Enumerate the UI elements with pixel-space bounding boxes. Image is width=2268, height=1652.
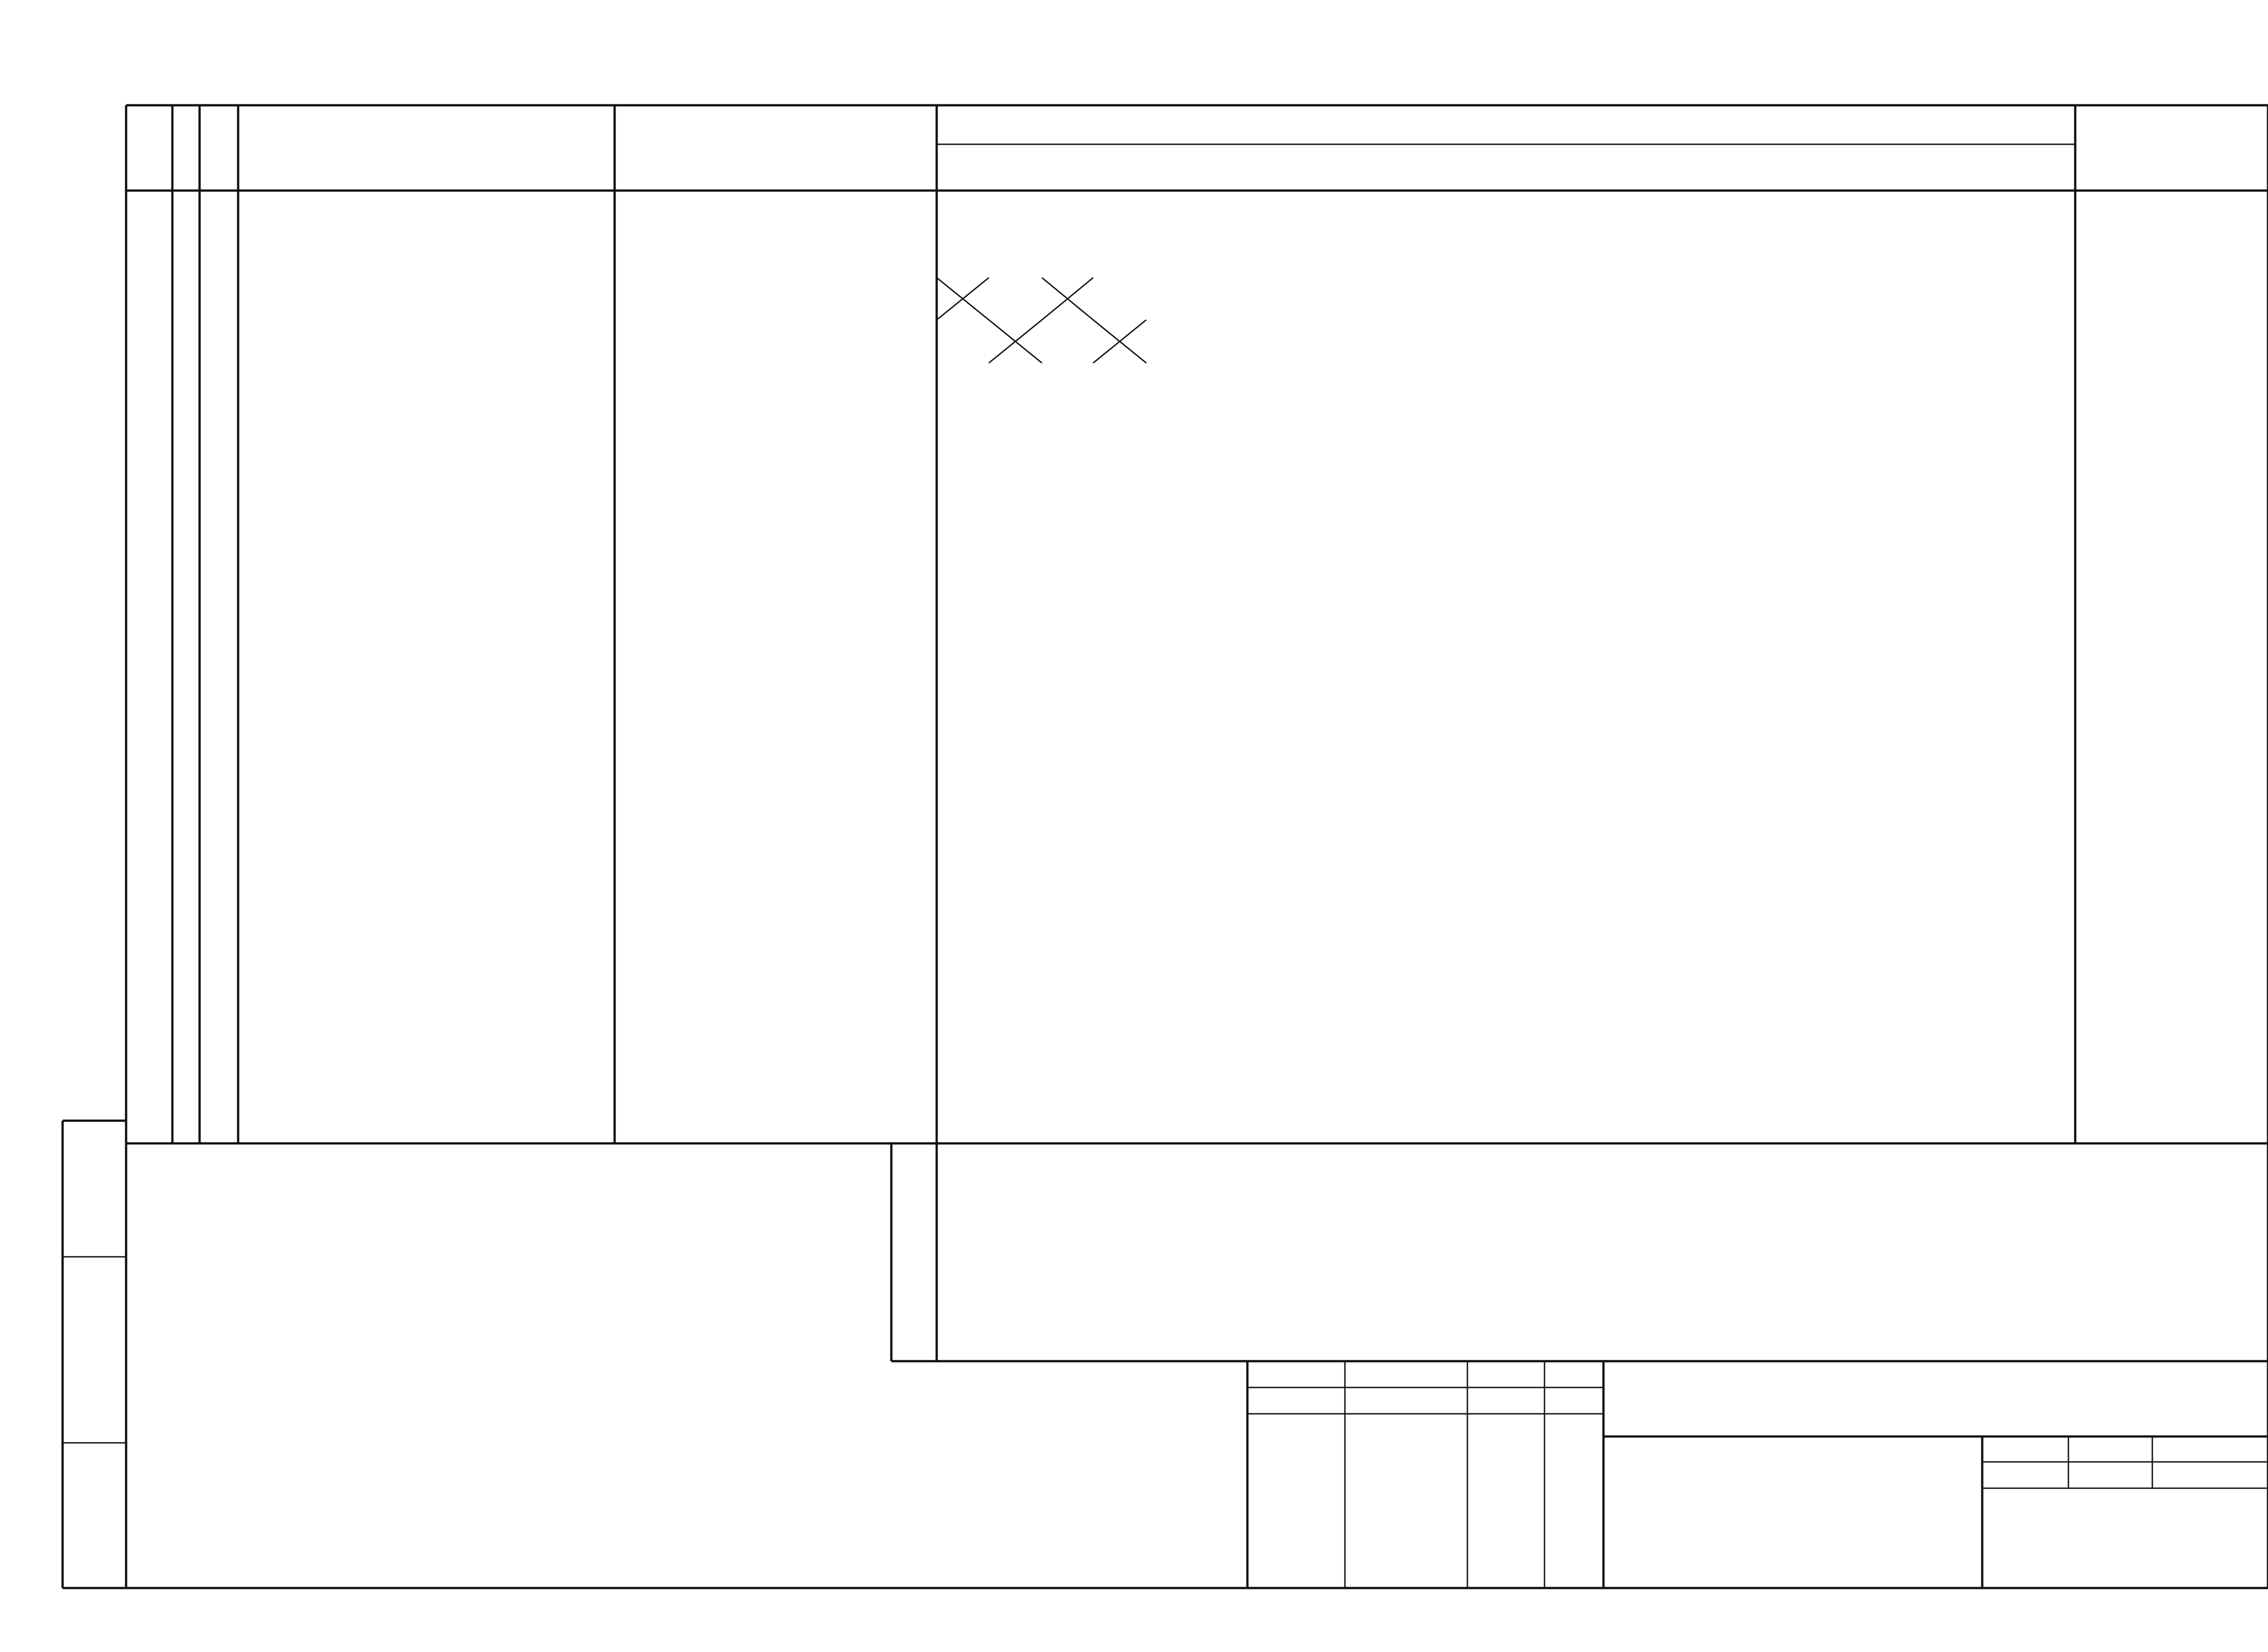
spec-grid-verticals: [172, 105, 2075, 1361]
title-block: [1247, 1361, 2268, 1588]
drawing-cross-marks: [937, 278, 1146, 363]
frame: [63, 105, 2268, 1588]
spec-grid-horizontals: [126, 144, 2268, 1361]
